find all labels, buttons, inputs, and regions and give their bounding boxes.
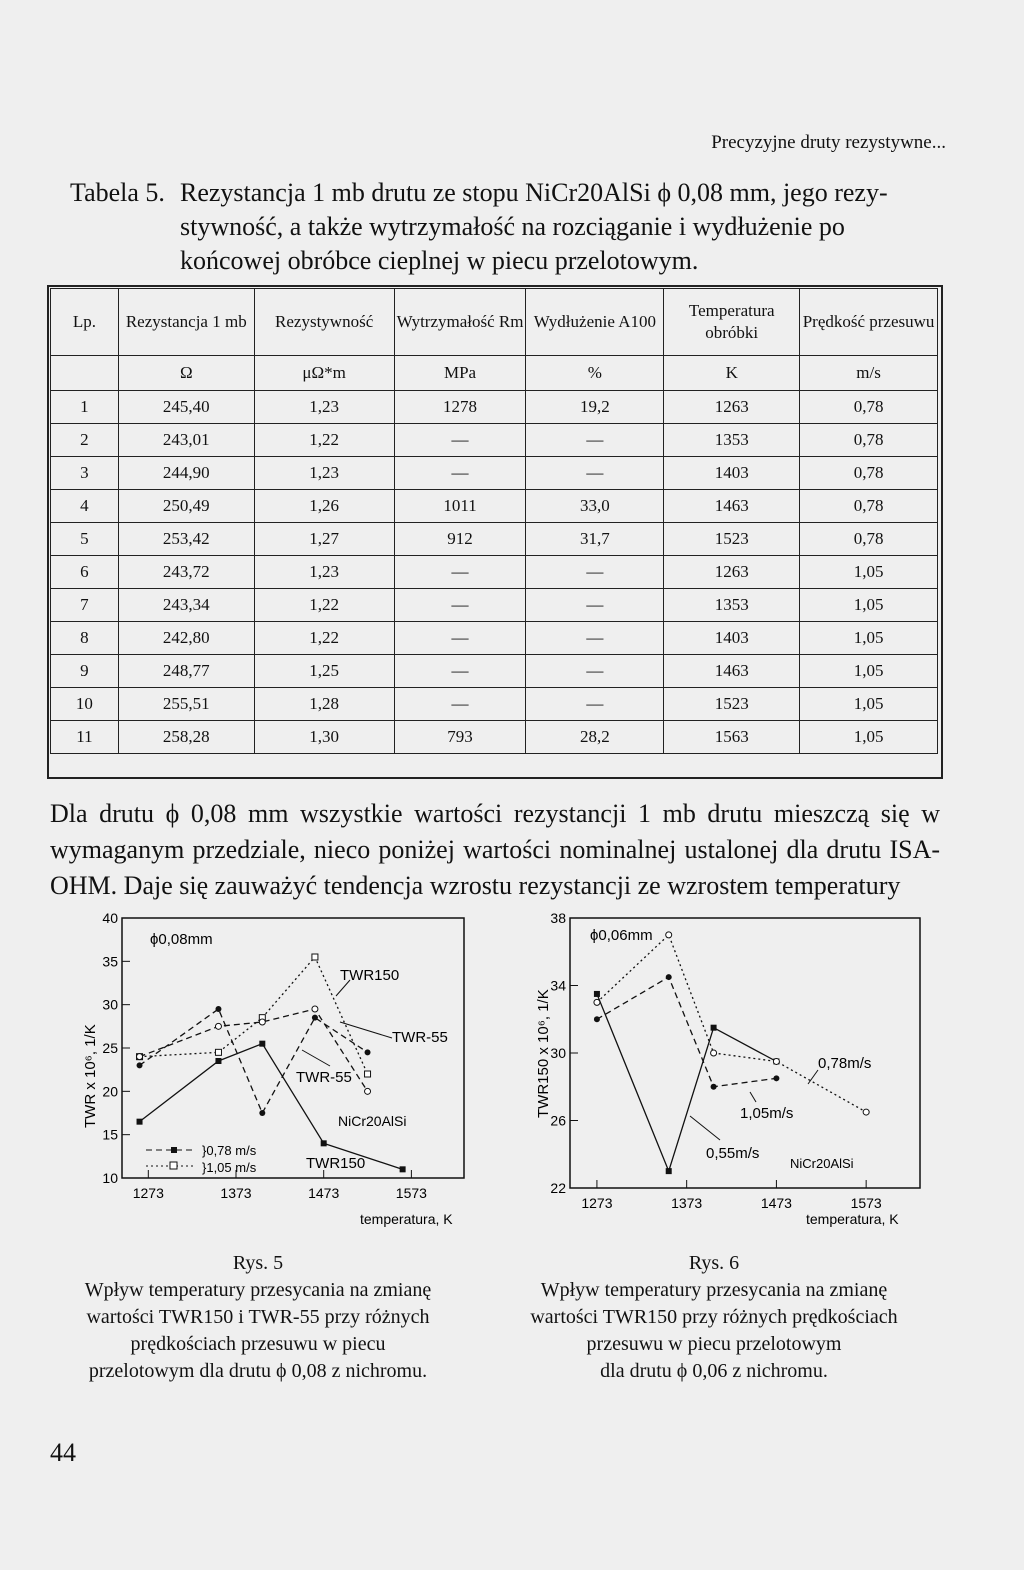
fig5-annotation-twr55-right: TWR-55 bbox=[392, 1029, 448, 1046]
fig6-ylabel: TWR150 x 10⁶, 1/K bbox=[535, 989, 552, 1118]
table-cell: 793 bbox=[394, 721, 526, 754]
fig6-data-point bbox=[594, 999, 600, 1005]
fig5-data-point bbox=[259, 1019, 265, 1025]
fig6-xtick-label: 1273 bbox=[581, 1195, 613, 1211]
table-cell: — bbox=[394, 688, 526, 721]
table-cell: 250,49 bbox=[118, 490, 254, 523]
table-cell: 5 bbox=[51, 523, 119, 556]
body-paragraph: Dla drutu ϕ 0,08 mm wszystkie wartości rezystancji 1 mb drutu mieszczą się w wymaganym przedziale, nieco poniżej wartości nominalnej ustalonej dla drutu ISA-OHM. Daje się zauważyć tendencja wzrostu rezystancji ze wzrostem temperatury bbox=[50, 799, 940, 900]
table-cell: 1,28 bbox=[254, 688, 394, 721]
fig6-data-point bbox=[666, 974, 672, 980]
table-cell: 912 bbox=[394, 523, 526, 556]
fig5-series bbox=[137, 954, 406, 1172]
fig6-caption-line: Wpływ temperatury przesycania na zmianę bbox=[540, 1279, 888, 1301]
fig5-ytick-label: 25 bbox=[102, 1040, 118, 1056]
table-cell: — bbox=[394, 424, 526, 457]
fig6-data-point bbox=[594, 1016, 600, 1022]
fig5-data-point bbox=[312, 954, 318, 960]
table-cell: 1,22 bbox=[254, 589, 394, 622]
table-cell: 0,78 bbox=[800, 490, 938, 523]
fig5-data-point bbox=[215, 1006, 221, 1012]
table-cell: 2 bbox=[51, 424, 119, 457]
table-cell: — bbox=[526, 589, 664, 622]
fig6-data-point bbox=[594, 991, 600, 997]
figure-5-chart bbox=[82, 910, 464, 1227]
table-cell: 1,05 bbox=[800, 556, 938, 589]
table-cell: 1,30 bbox=[254, 721, 394, 754]
fig6-series bbox=[594, 932, 872, 1174]
fig6-xtick-label: 1373 bbox=[671, 1195, 703, 1211]
table-cell: — bbox=[526, 556, 664, 589]
fig5-series-line bbox=[140, 1009, 368, 1113]
fig5-leader bbox=[302, 1050, 330, 1066]
fig6-annotation-alloy: NiCr20AlSi bbox=[790, 1156, 854, 1171]
fig6-xtick-label: 1473 bbox=[760, 1195, 792, 1211]
fig6-ytick-label: 22 bbox=[550, 1180, 566, 1196]
table-cell: 1011 bbox=[394, 490, 526, 523]
col-header: Prędkość przesuwu bbox=[800, 289, 938, 356]
fig5-legend-label: }1,05 m/s bbox=[202, 1160, 257, 1175]
fig6-caption-line: dla drutu ϕ 0,06 z nichromu. bbox=[600, 1360, 828, 1382]
page-number: 44 bbox=[50, 1438, 76, 1467]
fig5-ytick-label: 20 bbox=[102, 1083, 118, 1100]
table-cell: 1353 bbox=[664, 589, 800, 622]
fig6-annotation-105: 1,05m/s bbox=[740, 1105, 794, 1122]
fig6-data-point bbox=[773, 1075, 779, 1081]
fig6-ytick-label: 26 bbox=[550, 1112, 566, 1129]
table-cell: 3 bbox=[51, 457, 119, 490]
fig5-xtick-label: 1573 bbox=[395, 1185, 427, 1201]
unit-cell: μΩ*m bbox=[254, 356, 394, 391]
table-cell: 1,22 bbox=[254, 424, 394, 457]
table-cell: 4 bbox=[51, 490, 119, 523]
fig5-data-point bbox=[215, 1023, 221, 1029]
table-cell: — bbox=[394, 655, 526, 688]
table-cell: 253,42 bbox=[118, 523, 254, 556]
fig5-annotation-twr55-mid: TWR-55 bbox=[296, 1069, 352, 1086]
table-cell: 0,78 bbox=[800, 457, 938, 490]
col-header: Rezystywność bbox=[254, 289, 394, 356]
table-cell: 1,23 bbox=[254, 391, 394, 424]
table-cell: 1463 bbox=[664, 490, 800, 523]
table-cell: 1403 bbox=[664, 622, 800, 655]
table-cell: — bbox=[526, 688, 664, 721]
fig6-data-point bbox=[773, 1058, 779, 1064]
table-cell: 1,25 bbox=[254, 655, 394, 688]
table-cell: — bbox=[394, 556, 526, 589]
fig5-data-point bbox=[259, 1041, 265, 1047]
fig5-data-point bbox=[400, 1166, 406, 1172]
table-label: Tabela 5. bbox=[70, 178, 165, 207]
figure-5-caption bbox=[28, 1250, 488, 1385]
table-cell: 258,28 bbox=[118, 721, 254, 754]
table-cell: 1,05 bbox=[800, 721, 938, 754]
table-cell: 10 bbox=[51, 688, 119, 721]
fig6-ytick-label: 38 bbox=[550, 910, 566, 926]
table-cell: — bbox=[526, 424, 664, 457]
table-cell: 245,40 bbox=[118, 391, 254, 424]
col-header: Rezystancja 1 mb bbox=[118, 289, 254, 356]
fig5-xlabel: temperatura, K bbox=[360, 1211, 453, 1227]
table-cell: 8 bbox=[51, 622, 119, 655]
table-cell: — bbox=[394, 622, 526, 655]
fig6-series-line bbox=[597, 977, 776, 1087]
table-cell: 1263 bbox=[664, 391, 800, 424]
table-cell: 1,05 bbox=[800, 655, 938, 688]
table-cell: 243,72 bbox=[118, 556, 254, 589]
fig6-annotation-055: 0,55m/s bbox=[706, 1145, 760, 1162]
fig6-annotation-078: 0,78m/s bbox=[818, 1055, 872, 1072]
fig6-xlabel: temperatura, K bbox=[806, 1211, 899, 1227]
table-cell: 33,0 bbox=[526, 490, 664, 523]
fig6-title: ϕ0,06mm bbox=[590, 927, 653, 944]
table-cell: 255,51 bbox=[118, 688, 254, 721]
table-cell: 31,7 bbox=[526, 523, 664, 556]
fig6-data-point bbox=[666, 932, 672, 938]
fig6-caption-line: przesuwu w piecu przelotowym bbox=[586, 1333, 842, 1355]
fig6-data-point bbox=[863, 1109, 869, 1115]
unit-cell: K bbox=[664, 356, 800, 391]
fig6-caption-line: wartości TWR150 przy różnych prędkościach bbox=[530, 1306, 898, 1328]
col-header: Temperatura obróbki bbox=[664, 289, 800, 356]
fig5-data-point bbox=[321, 1140, 327, 1146]
fig5-xtick-label: 1473 bbox=[308, 1185, 340, 1201]
table-cell: — bbox=[526, 457, 664, 490]
fig5-data-point bbox=[259, 1110, 265, 1116]
table-cell: 243,01 bbox=[118, 424, 254, 457]
unit-cell: Ω bbox=[118, 356, 254, 391]
table-cell: — bbox=[526, 622, 664, 655]
fig5-legend-label: }0,78 m/s bbox=[202, 1143, 257, 1158]
fig5-data-point bbox=[215, 1049, 221, 1055]
table-cell: 6 bbox=[51, 556, 119, 589]
table-cell: 0,78 bbox=[800, 523, 938, 556]
table-cell: 1,05 bbox=[800, 589, 938, 622]
fig5-annotation-alloy: NiCr20AlSi bbox=[338, 1113, 407, 1129]
table-cell: 1,27 bbox=[254, 523, 394, 556]
fig5-ytick-label: 30 bbox=[102, 996, 118, 1013]
table-caption-line-3: końcowej obróbce cieplnej w piecu przelotowym. bbox=[180, 246, 699, 275]
table-cell: 1,22 bbox=[254, 622, 394, 655]
table-cell: 1,05 bbox=[800, 622, 938, 655]
fig6-xtick-label: 1573 bbox=[850, 1195, 882, 1211]
fig5-data-point bbox=[215, 1058, 221, 1064]
table-cell: 242,80 bbox=[118, 622, 254, 655]
fig5-caption-line: Wpływ temperatury przesycania na zmianę bbox=[84, 1279, 432, 1301]
fig5-data-point bbox=[365, 1088, 371, 1094]
col-header: Wytrzymałość Rm bbox=[394, 289, 526, 356]
unit-cell: % bbox=[526, 356, 664, 391]
fig5-caption-label: Rys. 5 bbox=[232, 1252, 284, 1274]
table-caption-line-2: stywność, a także wytrzymałość na rozciąganie i wydłużenie po bbox=[180, 212, 845, 241]
unit-cell: MPa bbox=[394, 356, 526, 391]
figure-6-caption bbox=[484, 1250, 944, 1385]
table-cell: 1278 bbox=[394, 391, 526, 424]
fig5-data-point bbox=[137, 1054, 143, 1060]
table-cell: 0,78 bbox=[800, 391, 938, 424]
fig5-xtick-label: 1373 bbox=[220, 1185, 252, 1201]
table-cell: 244,90 bbox=[118, 457, 254, 490]
fig6-caption-label: Rys. 6 bbox=[688, 1252, 740, 1274]
table-cell: 1,23 bbox=[254, 457, 394, 490]
fig6-data-point bbox=[666, 1168, 672, 1174]
fig5-data-point bbox=[137, 1119, 143, 1125]
fig6-leader bbox=[690, 1116, 720, 1140]
table-cell: 1403 bbox=[664, 457, 800, 490]
table-cell: 1,23 bbox=[254, 556, 394, 589]
fig5-ylabel: TWR x 10⁶, 1/K bbox=[82, 1024, 99, 1128]
table-cell: 1463 bbox=[664, 655, 800, 688]
table-caption-line-1: Tabela 5. Rezystancja 1 mb drutu ze stopu NiCr20AlSi ϕ 0,08 mm, jego rezy- bbox=[70, 176, 950, 210]
fig5-ytick-label: 15 bbox=[102, 1126, 118, 1143]
fig6-data-point bbox=[711, 1084, 717, 1090]
table-cell: 28,2 bbox=[526, 721, 664, 754]
col-header: Wydłużenie A100 bbox=[526, 289, 664, 356]
table-cell: 248,77 bbox=[118, 655, 254, 688]
fig5-ytick-label: 10 bbox=[102, 1170, 118, 1186]
fig5-legend-marker bbox=[171, 1147, 177, 1153]
fig5-xtick-label: 1273 bbox=[132, 1185, 164, 1201]
running-head: Precyzyjne druty rezystywne... bbox=[711, 132, 946, 153]
fig6-ytick-label: 34 bbox=[550, 977, 566, 994]
table-cell: 1523 bbox=[664, 688, 800, 721]
fig6-series-line bbox=[597, 935, 866, 1112]
col-header: Lp. bbox=[51, 289, 119, 356]
table-cell: 1263 bbox=[664, 556, 800, 589]
table-cell: 1563 bbox=[664, 721, 800, 754]
figure-6-chart bbox=[535, 910, 920, 1227]
fig5-data-point bbox=[365, 1049, 371, 1055]
fig6-leader bbox=[750, 1092, 756, 1102]
unit-cell: m/s bbox=[800, 356, 938, 391]
fig5-plot-frame bbox=[122, 918, 464, 1178]
fig5-series-line bbox=[140, 957, 368, 1074]
table-cell: — bbox=[526, 655, 664, 688]
table-cell: 1523 bbox=[664, 523, 800, 556]
fig5-data-point bbox=[365, 1071, 371, 1077]
fig5-caption-line: wartości TWR150 i TWR-55 przy różnych bbox=[86, 1306, 430, 1328]
table-cell: 1,26 bbox=[254, 490, 394, 523]
table-cell: 1,05 bbox=[800, 688, 938, 721]
table-cell: 19,2 bbox=[526, 391, 664, 424]
table-cell: — bbox=[394, 589, 526, 622]
fig5-caption-line: przelotowym dla drutu ϕ 0,08 z nichromu. bbox=[88, 1360, 428, 1382]
fig6-data-point bbox=[711, 1025, 717, 1031]
table-cell: 0,78 bbox=[800, 424, 938, 457]
fig5-data-point bbox=[312, 1015, 318, 1021]
fig5-caption-line: prędkościach przesuwu w piecu bbox=[130, 1333, 386, 1355]
fig5-data-point bbox=[312, 1006, 318, 1012]
table-cell: 1 bbox=[51, 391, 119, 424]
fig5-ytick-label: 35 bbox=[102, 953, 118, 970]
fig6-data-point bbox=[711, 1050, 717, 1056]
fig5-data-point bbox=[137, 1062, 143, 1068]
fig6-ytick-label: 30 bbox=[550, 1045, 566, 1061]
table-cell: 11 bbox=[51, 721, 119, 754]
table-cell: 7 bbox=[51, 589, 119, 622]
table-cell: 1353 bbox=[664, 424, 800, 457]
table-cell: — bbox=[394, 457, 526, 490]
fig5-legend-marker bbox=[170, 1162, 177, 1169]
fig5-annotation-twr150-bottom: TWR150 bbox=[306, 1155, 366, 1172]
table-cell: 9 bbox=[51, 655, 119, 688]
fig5-title: ϕ0,08mm bbox=[150, 931, 213, 948]
fig5-annotation-twr150-top: TWR150 bbox=[340, 967, 400, 984]
table-cell: 243,34 bbox=[118, 589, 254, 622]
fig5-ytick-label: 40 bbox=[102, 910, 118, 926]
